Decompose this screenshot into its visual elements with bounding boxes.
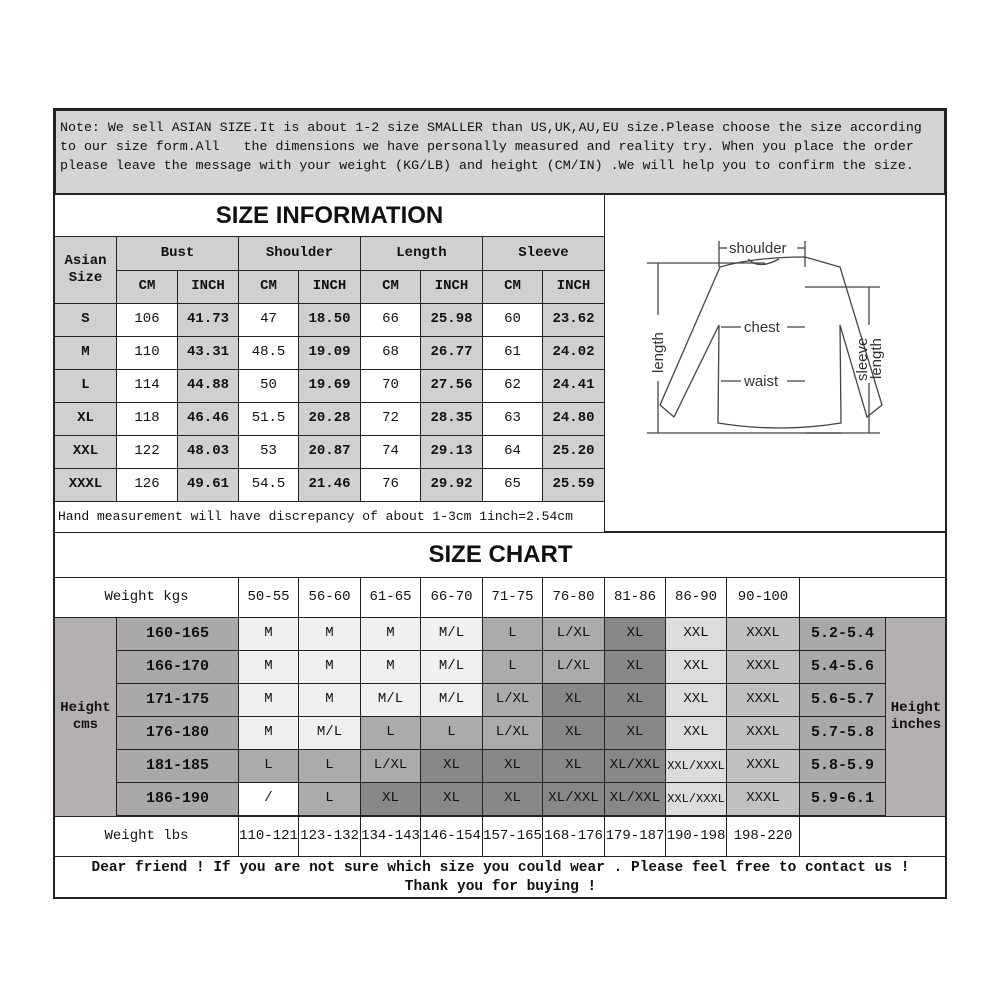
recommended-size: L bbox=[298, 749, 361, 783]
unit-header-cm: CM bbox=[360, 270, 421, 304]
measurement-cell: 48.03 bbox=[177, 435, 239, 469]
measurement-cell: 72 bbox=[360, 402, 421, 436]
recommended-size: M bbox=[360, 617, 421, 651]
recommended-size: XL bbox=[604, 650, 666, 684]
recommended-size: XXXL bbox=[726, 650, 800, 684]
sleeve-length-label: length bbox=[868, 338, 885, 379]
measurement-cell: 60 bbox=[482, 303, 543, 337]
recommended-size: XL/XXL bbox=[604, 782, 666, 816]
column-group-shoulder: Shoulder bbox=[238, 236, 361, 271]
unit-header-cm: CM bbox=[116, 270, 178, 304]
recommended-size: M/L bbox=[420, 650, 483, 684]
measurement-cell: 20.87 bbox=[298, 435, 361, 469]
weight-lbs-value: 134-143 bbox=[360, 816, 421, 857]
measurement-cell: 54.5 bbox=[238, 468, 299, 502]
empty-cell bbox=[799, 816, 947, 857]
measurement-cell: 76 bbox=[360, 468, 421, 502]
height-cm-range: 181-185 bbox=[116, 749, 239, 783]
sweater-outline bbox=[660, 257, 882, 428]
measurement-cell: 24.41 bbox=[542, 369, 605, 403]
sleeve-label: sleeve bbox=[854, 337, 871, 381]
unit-header-cm: CM bbox=[482, 270, 543, 304]
measurement-cell: 44.88 bbox=[177, 369, 239, 403]
recommended-size: XL bbox=[604, 716, 666, 750]
height-cm-range: 171-175 bbox=[116, 683, 239, 717]
height-inch-range: 5.4-5.6 bbox=[799, 650, 886, 684]
measurement-cell: 61 bbox=[482, 336, 543, 370]
shoulder-label: shoulder bbox=[729, 240, 787, 257]
size-label: XL bbox=[54, 402, 117, 436]
recommended-size: M/L bbox=[420, 683, 483, 717]
recommended-size: XL bbox=[542, 716, 605, 750]
measurement-cell: 122 bbox=[116, 435, 178, 469]
weight-lbs-value: 157-165 bbox=[482, 816, 543, 857]
height-cm-range: 176-180 bbox=[116, 716, 239, 750]
measurement-cell: 25.59 bbox=[542, 468, 605, 502]
unit-header-inch: INCH bbox=[420, 270, 483, 304]
recommended-size: L bbox=[420, 716, 483, 750]
measurement-cell: 51.5 bbox=[238, 402, 299, 436]
unit-header-inch: INCH bbox=[542, 270, 605, 304]
size-footnote: Hand measurement will have discrepancy of about 1-3cm 1inch=2.54cm bbox=[54, 501, 605, 533]
weight-kgs-value: 56-60 bbox=[298, 577, 361, 618]
recommended-size: M/L bbox=[360, 683, 421, 717]
weight-lbs-value: 146-154 bbox=[420, 816, 483, 857]
recommended-size: L/XL bbox=[482, 716, 543, 750]
recommended-size: XXXL bbox=[726, 782, 800, 816]
measurement-cell: 106 bbox=[116, 303, 178, 337]
size-label: M bbox=[54, 336, 117, 370]
measurement-cell: 64 bbox=[482, 435, 543, 469]
height-cm-range: 160-165 bbox=[116, 617, 239, 651]
size-label: L bbox=[54, 369, 117, 403]
recommended-size: XXL bbox=[665, 617, 727, 651]
recommended-size: M bbox=[238, 650, 299, 684]
recommended-size: L/XL bbox=[360, 749, 421, 783]
measurement-cell: 21.46 bbox=[298, 468, 361, 502]
size-chart-title: SIZE CHART bbox=[54, 532, 947, 578]
unit-header-cm: CM bbox=[238, 270, 299, 304]
recommended-size: M bbox=[298, 683, 361, 717]
measurement-cell: 66 bbox=[360, 303, 421, 337]
measurement-cell: 27.56 bbox=[420, 369, 483, 403]
measurement-cell: 47 bbox=[238, 303, 299, 337]
measurement-cell: 70 bbox=[360, 369, 421, 403]
recommended-size: L/XL bbox=[482, 683, 543, 717]
measurement-cell: 29.92 bbox=[420, 468, 483, 502]
weight-lbs-value: 179-187 bbox=[604, 816, 666, 857]
waist-label: waist bbox=[744, 373, 779, 390]
recommended-size: XL bbox=[482, 782, 543, 816]
column-group-bust: Bust bbox=[116, 236, 239, 271]
height-inches-label: Height inches bbox=[885, 617, 947, 817]
weight-lbs-value: 198-220 bbox=[726, 816, 800, 857]
recommended-size: XL/XXL bbox=[604, 749, 666, 783]
height-cms-label: Height cms bbox=[54, 617, 117, 817]
weight-lbs-value: 168-176 bbox=[542, 816, 605, 857]
height-inch-range: 5.2-5.4 bbox=[799, 617, 886, 651]
recommended-size: / bbox=[238, 782, 299, 816]
measurement-cell: 50 bbox=[238, 369, 299, 403]
weight-kgs-value: 86-90 bbox=[665, 577, 727, 618]
recommended-size: M bbox=[238, 617, 299, 651]
asian-size-header: Asian Size bbox=[54, 236, 117, 304]
measurement-cell: 48.5 bbox=[238, 336, 299, 370]
recommended-size: XXXL bbox=[726, 683, 800, 717]
measurement-cell: 126 bbox=[116, 468, 178, 502]
measurement-cell: 41.73 bbox=[177, 303, 239, 337]
measurement-cell: 18.50 bbox=[298, 303, 361, 337]
size-label: XXL bbox=[54, 435, 117, 469]
footer-message: Dear friend ! If you are not sure which size you could wear . Please feel free to contact us ! Thank you for buying ! bbox=[54, 856, 947, 899]
height-inch-range: 5.7-5.8 bbox=[799, 716, 886, 750]
recommended-size: L bbox=[360, 716, 421, 750]
recommended-size: XXL bbox=[665, 716, 727, 750]
measurement-cell: 63 bbox=[482, 402, 543, 436]
recommended-size: XL bbox=[420, 782, 483, 816]
weight-lbs-value: 123-132 bbox=[298, 816, 361, 857]
measurement-cell: 46.46 bbox=[177, 402, 239, 436]
measurement-cell: 74 bbox=[360, 435, 421, 469]
recommended-size: L/XL bbox=[542, 650, 605, 684]
measurement-cell: 19.69 bbox=[298, 369, 361, 403]
unit-header-inch: INCH bbox=[177, 270, 239, 304]
measurement-cell: 53 bbox=[238, 435, 299, 469]
recommended-size: XXXL bbox=[726, 749, 800, 783]
measurement-cell: 25.20 bbox=[542, 435, 605, 469]
measurement-cell: 26.77 bbox=[420, 336, 483, 370]
measurement-cell: 19.09 bbox=[298, 336, 361, 370]
measurement-cell: 110 bbox=[116, 336, 178, 370]
height-inch-range: 5.9-6.1 bbox=[799, 782, 886, 816]
measurement-cell: 49.61 bbox=[177, 468, 239, 502]
recommended-size: XXL/XXXL bbox=[665, 749, 727, 783]
weight-kgs-value: 66-70 bbox=[420, 577, 483, 618]
weight-kgs-label: Weight kgs bbox=[54, 577, 239, 618]
weight-kgs-value: 81-86 bbox=[604, 577, 666, 618]
measurement-cell: 62 bbox=[482, 369, 543, 403]
recommended-size: L bbox=[482, 617, 543, 651]
recommended-size: XXL bbox=[665, 683, 727, 717]
measurement-cell: 68 bbox=[360, 336, 421, 370]
recommended-size: M bbox=[360, 650, 421, 684]
unit-header-inch: INCH bbox=[298, 270, 361, 304]
recommended-size: M/L bbox=[298, 716, 361, 750]
recommended-size: XL bbox=[482, 749, 543, 783]
height-cm-range: 166-170 bbox=[116, 650, 239, 684]
size-label: S bbox=[54, 303, 117, 337]
garment-diagram bbox=[604, 194, 946, 532]
recommended-size: XL bbox=[542, 749, 605, 783]
measurement-cell: 29.13 bbox=[420, 435, 483, 469]
weight-lbs-value: 190-198 bbox=[665, 816, 727, 857]
length-label: length bbox=[650, 332, 667, 373]
measurement-cell: 20.28 bbox=[298, 402, 361, 436]
measurement-cell: 65 bbox=[482, 468, 543, 502]
recommended-size: M bbox=[298, 617, 361, 651]
measurement-cell: 24.80 bbox=[542, 402, 605, 436]
measurement-cell: 28.35 bbox=[420, 402, 483, 436]
empty-cell bbox=[799, 577, 947, 618]
recommended-size: L bbox=[482, 650, 543, 684]
recommended-size: M/L bbox=[420, 617, 483, 651]
recommended-size: M bbox=[238, 716, 299, 750]
size-label: XXXL bbox=[54, 468, 117, 502]
recommended-size: L bbox=[298, 782, 361, 816]
note-text: Note: We sell ASIAN SIZE.It is about 1-2 size SMALLER than US,UK,AU,EU size.Please choose the size according to our size form.All the dimensions we have personally measured and reality try. When you place the order please leave the message with your weight (KG/LB) and height (CM/IN) .We will help you to confirm the size. bbox=[54, 109, 946, 195]
weight-lbs-value: 110-121 bbox=[238, 816, 299, 857]
recommended-size: XL bbox=[420, 749, 483, 783]
recommended-size: XXL/XXXL bbox=[665, 782, 727, 816]
recommended-size: XXL bbox=[665, 650, 727, 684]
height-cm-range: 186-190 bbox=[116, 782, 239, 816]
height-inch-range: 5.8-5.9 bbox=[799, 749, 886, 783]
weight-kgs-value: 71-75 bbox=[482, 577, 543, 618]
height-inch-range: 5.6-5.7 bbox=[799, 683, 886, 717]
measurement-cell: 43.31 bbox=[177, 336, 239, 370]
recommended-size: XL/XXL bbox=[542, 782, 605, 816]
recommended-size: XXXL bbox=[726, 617, 800, 651]
size-info-title: SIZE INFORMATION bbox=[54, 194, 605, 237]
weight-kgs-value: 50-55 bbox=[238, 577, 299, 618]
column-group-sleeve: Sleeve bbox=[482, 236, 605, 271]
chest-label: chest bbox=[744, 319, 780, 336]
column-group-length: Length bbox=[360, 236, 483, 271]
weight-kgs-value: 90-100 bbox=[726, 577, 800, 618]
recommended-size: L bbox=[238, 749, 299, 783]
recommended-size: M bbox=[298, 650, 361, 684]
recommended-size: XL bbox=[604, 617, 666, 651]
measurement-cell: 24.02 bbox=[542, 336, 605, 370]
weight-lbs-label: Weight lbs bbox=[54, 816, 239, 857]
measurement-cell: 25.98 bbox=[420, 303, 483, 337]
recommended-size: XL bbox=[360, 782, 421, 816]
recommended-size: L/XL bbox=[542, 617, 605, 651]
measurement-cell: 118 bbox=[116, 402, 178, 436]
recommended-size: XXXL bbox=[726, 716, 800, 750]
recommended-size: M bbox=[238, 683, 299, 717]
measurement-cell: 23.62 bbox=[542, 303, 605, 337]
recommended-size: XL bbox=[604, 683, 666, 717]
weight-kgs-value: 76-80 bbox=[542, 577, 605, 618]
recommended-size: XL bbox=[542, 683, 605, 717]
weight-kgs-value: 61-65 bbox=[360, 577, 421, 618]
measurement-cell: 114 bbox=[116, 369, 178, 403]
